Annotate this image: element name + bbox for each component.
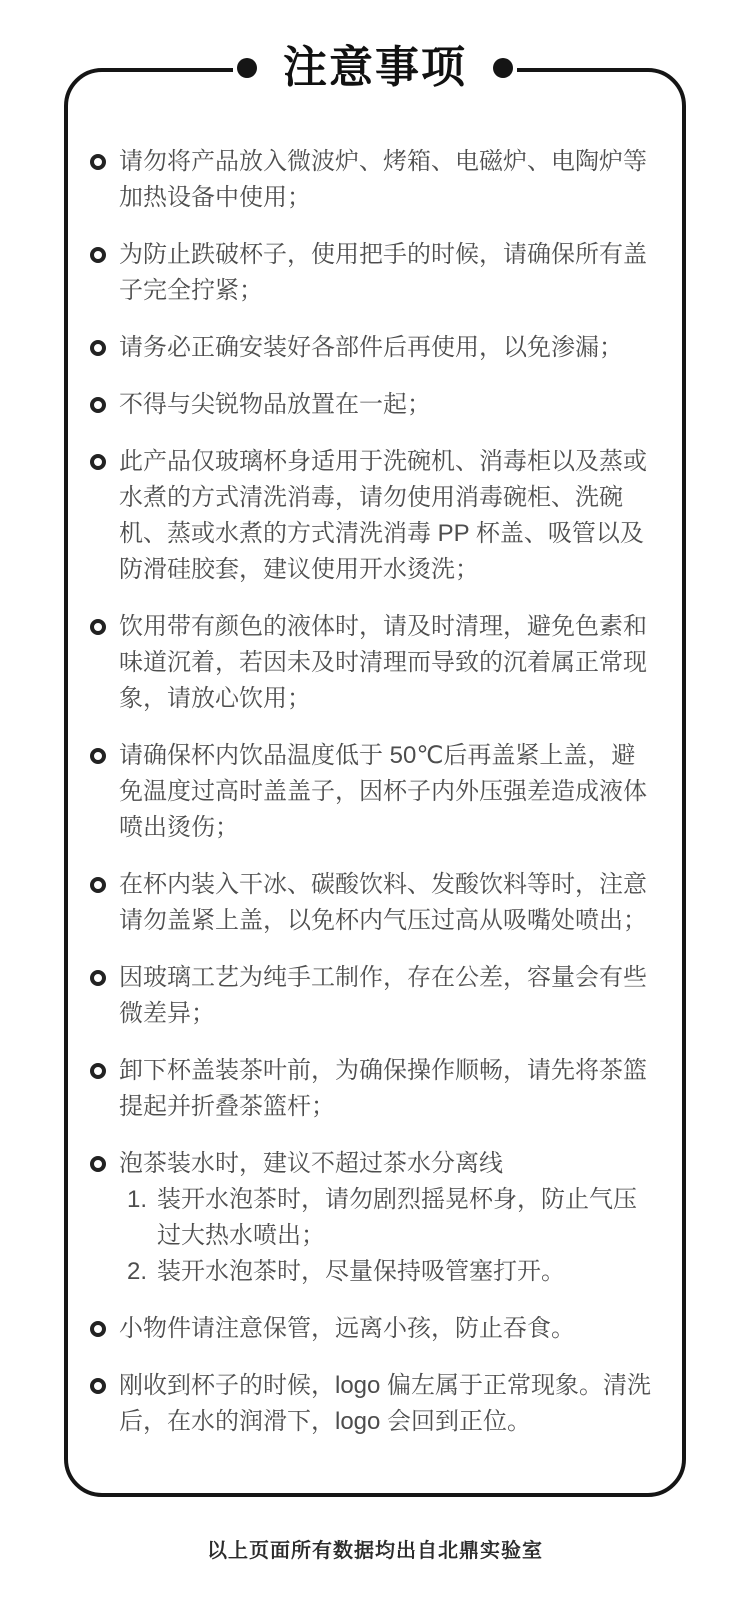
footer-note: 以上页面所有数据均出自北鼎实验室	[207, 1540, 543, 1562]
ring-bullet-icon	[90, 154, 106, 170]
notice-text: 卸下杯盖装茶叶前，为确保操作顺畅，请先将茶篮提起并折叠茶篮杆；	[119, 1057, 647, 1120]
notice-item	[90, 1368, 652, 1440]
notice-item	[90, 1311, 652, 1347]
ring-bullet-icon	[90, 340, 106, 356]
notice-list	[90, 144, 652, 1461]
notice-text: 不得与尖锐物品放置在一起；	[119, 391, 431, 418]
notice-text: 饮用带有颜色的液体时，请及时清理，避免色素和味道沉着，若因未及时清理而导致的沉着属正常现象，请放心饮用；	[119, 613, 647, 712]
ring-bullet-icon	[90, 748, 106, 764]
notice-item	[90, 960, 652, 1032]
notice-item	[90, 330, 652, 366]
notice-text: 小物件请注意保管，远离小孩，防止吞食。	[119, 1315, 575, 1342]
ring-bullet-icon	[90, 247, 106, 263]
ring-bullet-icon	[90, 1156, 106, 1172]
ring-bullet-icon	[90, 877, 106, 893]
notice-item	[90, 444, 652, 588]
ring-bullet-icon	[90, 1063, 106, 1079]
notice-item	[90, 387, 652, 423]
ring-bullet-icon	[90, 1321, 106, 1337]
page-header	[0, 38, 750, 98]
page-title: 注意事项	[283, 43, 467, 92]
notice-sub-item	[127, 1254, 652, 1290]
left-line-end-dot-icon	[237, 58, 257, 78]
ring-bullet-icon	[90, 454, 106, 470]
notice-sub-item	[127, 1182, 652, 1254]
ring-bullet-icon	[90, 1378, 106, 1394]
notice-text: 请务必正确安装好各部件后再使用，以免渗漏；	[119, 334, 623, 361]
ring-bullet-icon	[90, 970, 106, 986]
ring-bullet-icon	[90, 619, 106, 635]
notice-text: 刚收到杯子的时候，logo 偏左属于正常现象。清洗后，在水的润滑下，logo 会回到正位。	[119, 1372, 652, 1435]
right-line-end-dot-icon	[493, 58, 513, 78]
notice-item	[90, 144, 652, 216]
notice-item	[90, 1146, 652, 1290]
notice-item	[90, 738, 652, 846]
notice-text: 在杯内装入干冰、碳酸饮料、发酸饮料等时，注意请勿盖紧上盖，以免杯内气压过高从吸嘴处喷出；	[119, 871, 647, 934]
notice-text: 此产品仅玻璃杯身适用于洗碗机、消毒柜以及蒸或水煮的方式清洗消毒，请勿使用消毒碗柜、洗碗机、蒸或水煮的方式清洗消毒 PP 杯盖、吸管以及防滑硅胶套，建议使用开水烫洗；	[119, 448, 647, 583]
sub-item-number: 1.	[127, 1186, 148, 1213]
sub-item-text: 装开水泡茶时，尽量保持吸管塞打开。	[157, 1258, 565, 1285]
notice-text: 为防止跌破杯子，使用把手的时候，请确保所有盖子完全拧紧；	[119, 241, 647, 304]
sub-item-number: 2.	[127, 1258, 148, 1285]
notice-item	[90, 867, 652, 939]
ring-bullet-icon	[90, 397, 106, 413]
notice-text: 泡茶装水时，建议不超过茶水分离线	[119, 1150, 503, 1177]
notice-sub-list	[127, 1182, 652, 1290]
notice-item	[90, 237, 652, 309]
notice-text: 请勿将产品放入微波炉、烤箱、电磁炉、电陶炉等加热设备中使用；	[119, 148, 647, 211]
sub-item-text: 装开水泡茶时，请勿剧烈摇晃杯身，防止气压过大热水喷出；	[157, 1186, 637, 1249]
notice-text: 因玻璃工艺为纯手工制作，存在公差，容量会有些微差异；	[119, 964, 647, 1027]
notice-item	[90, 1053, 652, 1125]
notice-text: 请确保杯内饮品温度低于 50℃后再盖紧上盖，避免温度过高时盖盖子，因杯子内外压强差造成液体喷出烫伤；	[119, 742, 647, 841]
notice-item	[90, 609, 652, 717]
page-header-inner	[233, 38, 517, 98]
